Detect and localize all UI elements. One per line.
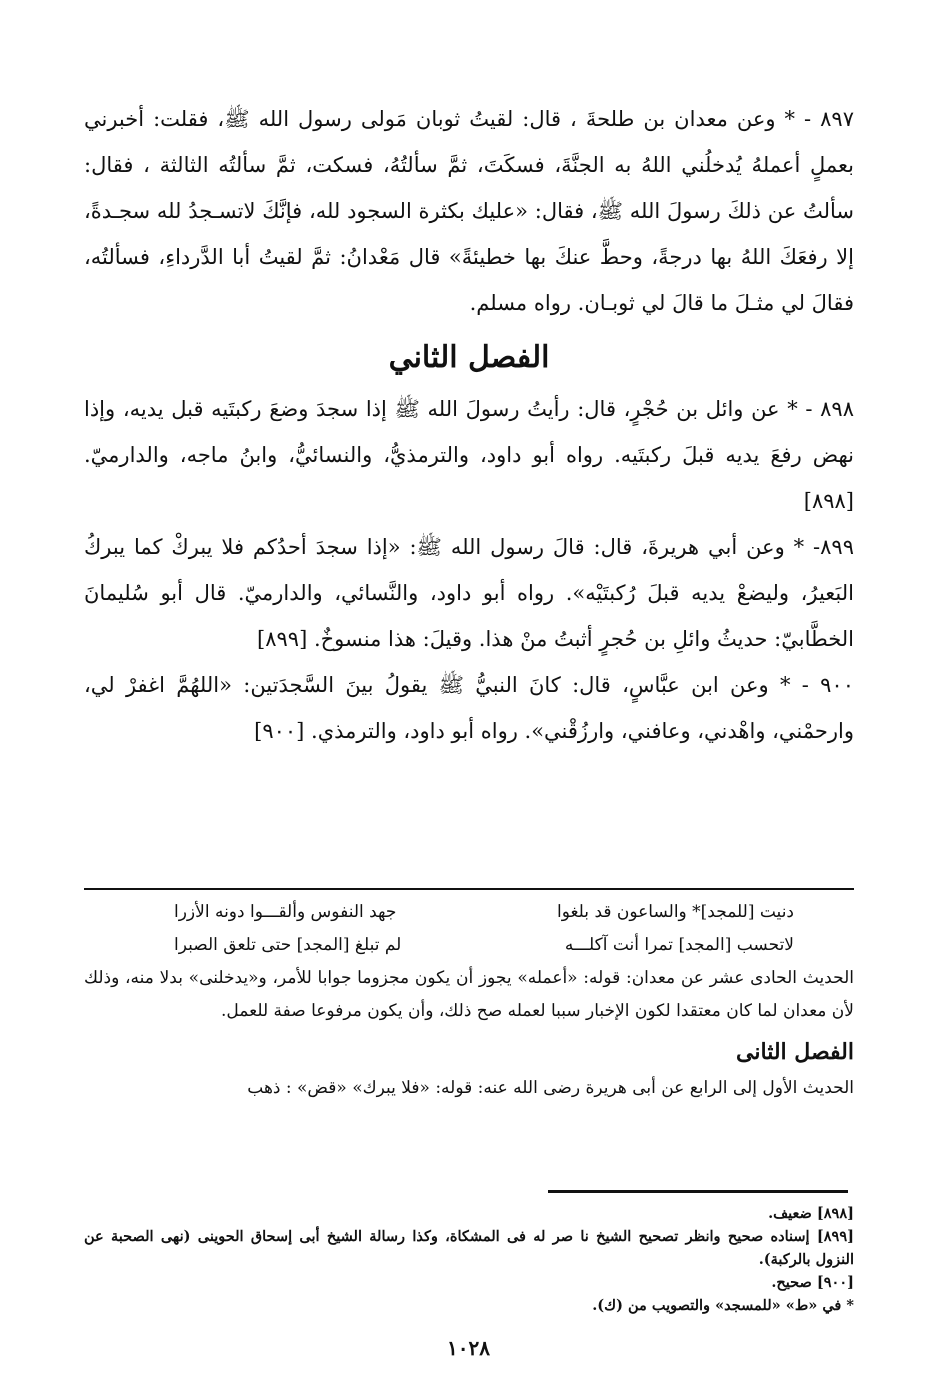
commentary-subtitle: الفصل الثانى bbox=[736, 1039, 854, 1065]
footnotes bbox=[84, 1202, 854, 1317]
commentary bbox=[84, 896, 854, 1105]
footnote-star: * في «ط» «للمسجد» والتصويب من (ك). bbox=[592, 1297, 854, 1314]
main-divider bbox=[84, 888, 854, 890]
footnote-898: [٨٩٨] ضعيف. bbox=[768, 1205, 854, 1222]
verse-hemistich-left: جهد النفوس وألقـــوا دونه الأزرا bbox=[174, 902, 397, 922]
footnote-899: [٨٩٩] إسناده صحيح وانظر تصحيح الشيخ نا صر له فى المشكاة، وكذا رسالة الشيخ أبى إسحاق الحوينى (نهى الصحبة عن النزول بالركبة). bbox=[84, 1228, 854, 1268]
hadith-898: ٨٩٨ - * عن وائل بن حُجْرٍ، قال: رأيتُ رسولَ الله ﷺ إذا سجدَ وضعَ ركبتَيه قبل يديه، وإذا نهض رفعَ يديه قبلَ ركبتَيه. رواه أبو داود، والترمذيُّ، والنسائيُّ، وابنُ ماجه، والدارميّ. [٨٩٨] bbox=[84, 397, 854, 513]
section-title: الفصل الثاني bbox=[388, 340, 550, 375]
verse-hemistich-right: دنيت [للمجد]* والساعون قد بلغوا bbox=[556, 902, 794, 922]
verse-line bbox=[84, 929, 854, 962]
footnote-divider bbox=[548, 1190, 848, 1193]
hadith-897: ٨٩٧ - * وعن معدان بن طلحةَ ، قال: لقيتُ ثوبان مَولى رسول الله ﷺ، فقلت: أخبرني بعملٍ أعملهُ يُدخلُني اللهُ به الجنَّةَ، فسكَتَ، ثمَّ سألتُهُ، فسكت، ثمَّ سألتُه الثالثة ، فقال: سألتُ عن ذلكَ رسولَ الله ﷺ، فقال: «عليك بكثرة السجود لله، فإنَّكَ لاتسـجدُ لله سجـدةً، إلا رفعَكَ اللهُ بها درجةً، وحطَّ عنكَ بها خطيئةً» قال مَعْدانُ: ثمَّ لقيتُ أبا الدَّرداءِ، فسألتُه، فقالَ لي مثـلَ ما قالَ لي ثوبـان. رواه مسلم. bbox=[84, 107, 854, 315]
hadith-899: ٨٩٩- * وعن أبي هريرةَ، قال: قالَ رسول الله ﷺ: «إذا سجدَ أحدُكم فلا يبركْ كما يبركُ البَعيرُ، وليضعْ يديه قبلَ رُكبتَيْه». رواه أبو داود، والنَّسائي، والدارميّ. قال أبو سُليمانَ الخطَّابيّ: حديثُ وائلِ بن حُجرٍ أثبتُ منْ هذا. وقيلَ: هذا منسوخٌ. [٨٩٩] bbox=[84, 535, 854, 651]
verse-hemistich-right: لاتحسب [المجد] تمرا أنت آكلـــه bbox=[564, 935, 794, 955]
page-number: ١٠٢٨ bbox=[447, 1336, 490, 1360]
main-text bbox=[84, 96, 854, 754]
commentary-paragraph: الحديث الأول إلى الرابع عن أبى هريرة رضى الله عنه: قوله: «فلا يبرك» «قض» : ذهب bbox=[247, 1078, 854, 1098]
hadith-900: ٩٠٠ - * وعن ابن عبَّاسٍ، قال: كانَ النبيُّ ﷺ يقولُ بينَ السَّجدَتين: «اللهُمَّ اغفرْ لي، وارحمْني، واهْدني، وعافني، وارزُقْني». رواه أبو داود، والترمذي. [٩٠٠] bbox=[84, 673, 854, 743]
verse-line bbox=[84, 896, 854, 929]
verse-hemistich-left: لم تبلغ [المجد] حتى تلعق الصبرا bbox=[174, 935, 402, 955]
footnote-900: [٩٠٠] صحيح. bbox=[771, 1274, 854, 1291]
commentary-paragraph: الحديث الحادى عشر عن معدان: قوله: «أعمله» يجوز أن يكون مجزوما جوابا للأمر، و«يدخلنى» بدلا منه، وذلك لأن معدان لما كان معتقدا لكون الإخبار سببا لعمله صح ذلك، وأن يكون مرفوعا صفة للعمل. bbox=[84, 968, 854, 1021]
